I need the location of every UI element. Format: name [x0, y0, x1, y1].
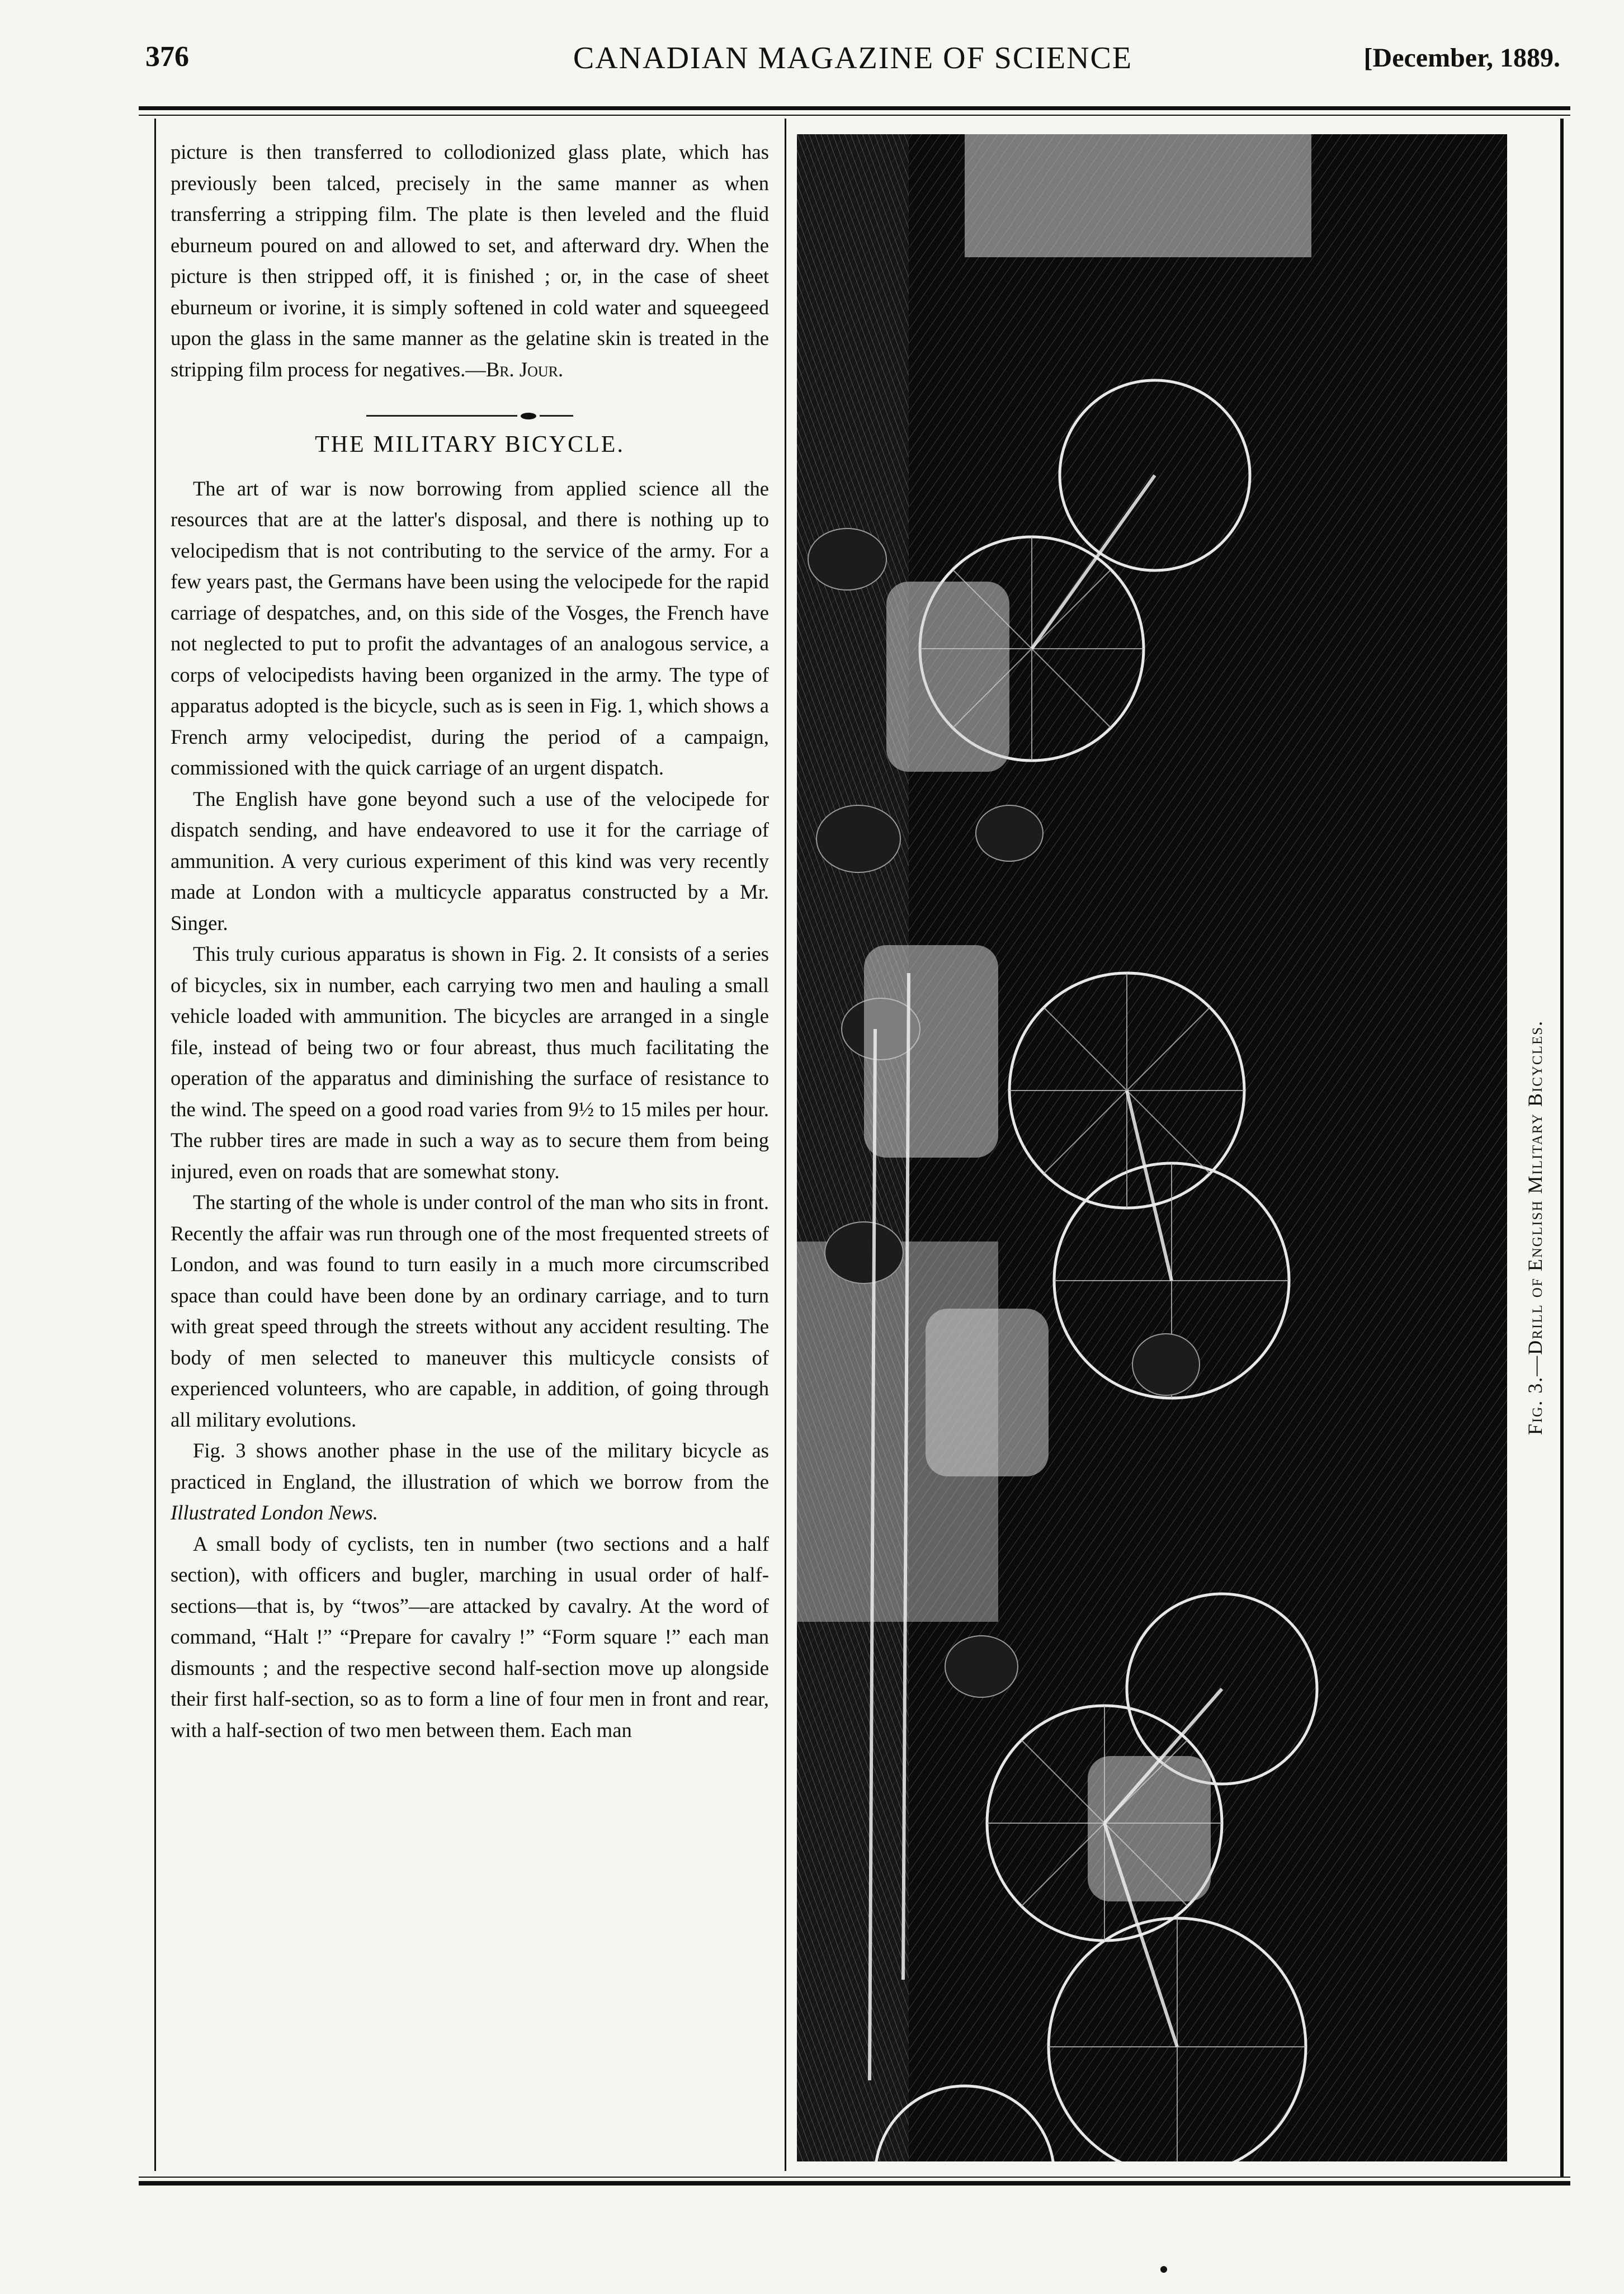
article-column: [171, 136, 769, 1745]
fig3-source: Illustrated London News.: [171, 1501, 378, 1524]
page-mark: [1160, 2266, 1167, 2273]
paragraph-5: Fig. 3 shows another phase in the use of the military bicycle as practiced in England, the illustration of which we borrow from the Illustrated London News.: [171, 1439, 769, 1524]
intro-paragraph: picture is then transferred to collodionized glass plate, which has previously been talced, precisely in the same manner as when transferring a stripping film. The plate is then leveled and the fluid eburneum poured on and allowed to set, and afterward dry. When the picture is then stripped off, it is finished ; or, in the case of sheet eburneum or ivorine, it is simply softened in cold water and squeegeed upon the glass in the same manner as the gelatine skin is treated in the stripping film process for negatives.—Br. Jour.: [171, 140, 769, 381]
right-frame-rule: [1560, 119, 1564, 2177]
paragraph-2: The English have gone beyond such a use of the velocipede for dispatch sending, and have endeavored to use it for the carriage of ammunition. A very curious experiment of this kind was very recently made at London with a multicycle apparatus constructed by a Mr. Singer.: [171, 787, 769, 934]
bottom-rule: [139, 2181, 1570, 2186]
top-rule-thin: [139, 115, 1570, 116]
article-title: THE MILITARY BICYCLE.: [315, 432, 625, 457]
figure-caption: Fig. 3.—Drill of English Military Bicycles.: [1524, 1019, 1546, 1436]
fig3-illustration: [797, 134, 1507, 2161]
paragraph-4: The starting of the whole is under control of the man who sits in front. Recently the affair was run through one of the most frequented streets of London, and was found to turn easily in a much more circumscribed space than could have been done by an ordinary carriage, and to turn with great speed through the streets without any accident resulting. The body of men selected to maneuver this multicycle consists of experienced volunteers, who are capable, in addition, of going through all military evolutions.: [171, 1191, 769, 1431]
top-rule: [139, 106, 1570, 110]
running-header: [145, 40, 1560, 85]
column-divider: [785, 119, 786, 2171]
left-column-rule: [154, 119, 156, 2171]
journal-title: CANADIAN MAGAZINE OF SCIENCE: [573, 41, 1133, 75]
section-ornament: [171, 398, 769, 415]
intro-source: Br. Jour.: [485, 357, 564, 381]
paragraph-1: The art of war is now borrowing from applied science all the resources that are at the latter's disposal, and there is nothing up to velocipedism that is not contributing to the service of the army. For a few years past, the Germans have been using the velocipede for the rapid carriage of despatches, and, on this side of the Vosges, the French have not neglected to put to profit the advantages of an analogous service, a corps of velocipedists having been organized in the army. The type of apparatus adopted is the bicycle, such as is seen in Fig. 1, which shows a French army velocipedist, during the period of a campaign, commissioned with the quick carriage of an urgent dispatch.: [171, 476, 769, 779]
bottom-rule-thin: [139, 2177, 1570, 2178]
issue-date: [December, 1889.: [1363, 43, 1560, 73]
bicycle-drill-engraving: [797, 134, 1507, 2161]
paragraph-6: A small body of cyclists, ten in number (two sections and a half section), with officers and bugler, marching in usual order of half-sections—that is, by “twos”—are attacked by cavalry. At the word of command, “Halt !” “Prepare for cavalry !” “Form square !” each man dismounts ; and the respective second half-section move up alongside their first half-section, so as to form a line of four men in front and rear, with a half-section of two men between them. Each man: [171, 1532, 769, 1741]
page-number: 376: [145, 41, 189, 73]
figure-caption-box: [1518, 864, 1552, 1591]
paragraph-3: This truly curious apparatus is shown in Fig. 2. It consists of a series of bicycles, six in number, each carrying two men and hauling a small vehicle loaded with ammunition. The bicycles are arranged in a single file, instead of being two or four abreast, thus much facilitating the operation of the apparatus and diminishing the surface of resistance to the wind. The speed on a good road varies from 9½ to 15 miles per hour. The rubber tires are made in such a way as to secure them from being injured, even on roads that are somewhat stony.: [171, 942, 769, 1183]
